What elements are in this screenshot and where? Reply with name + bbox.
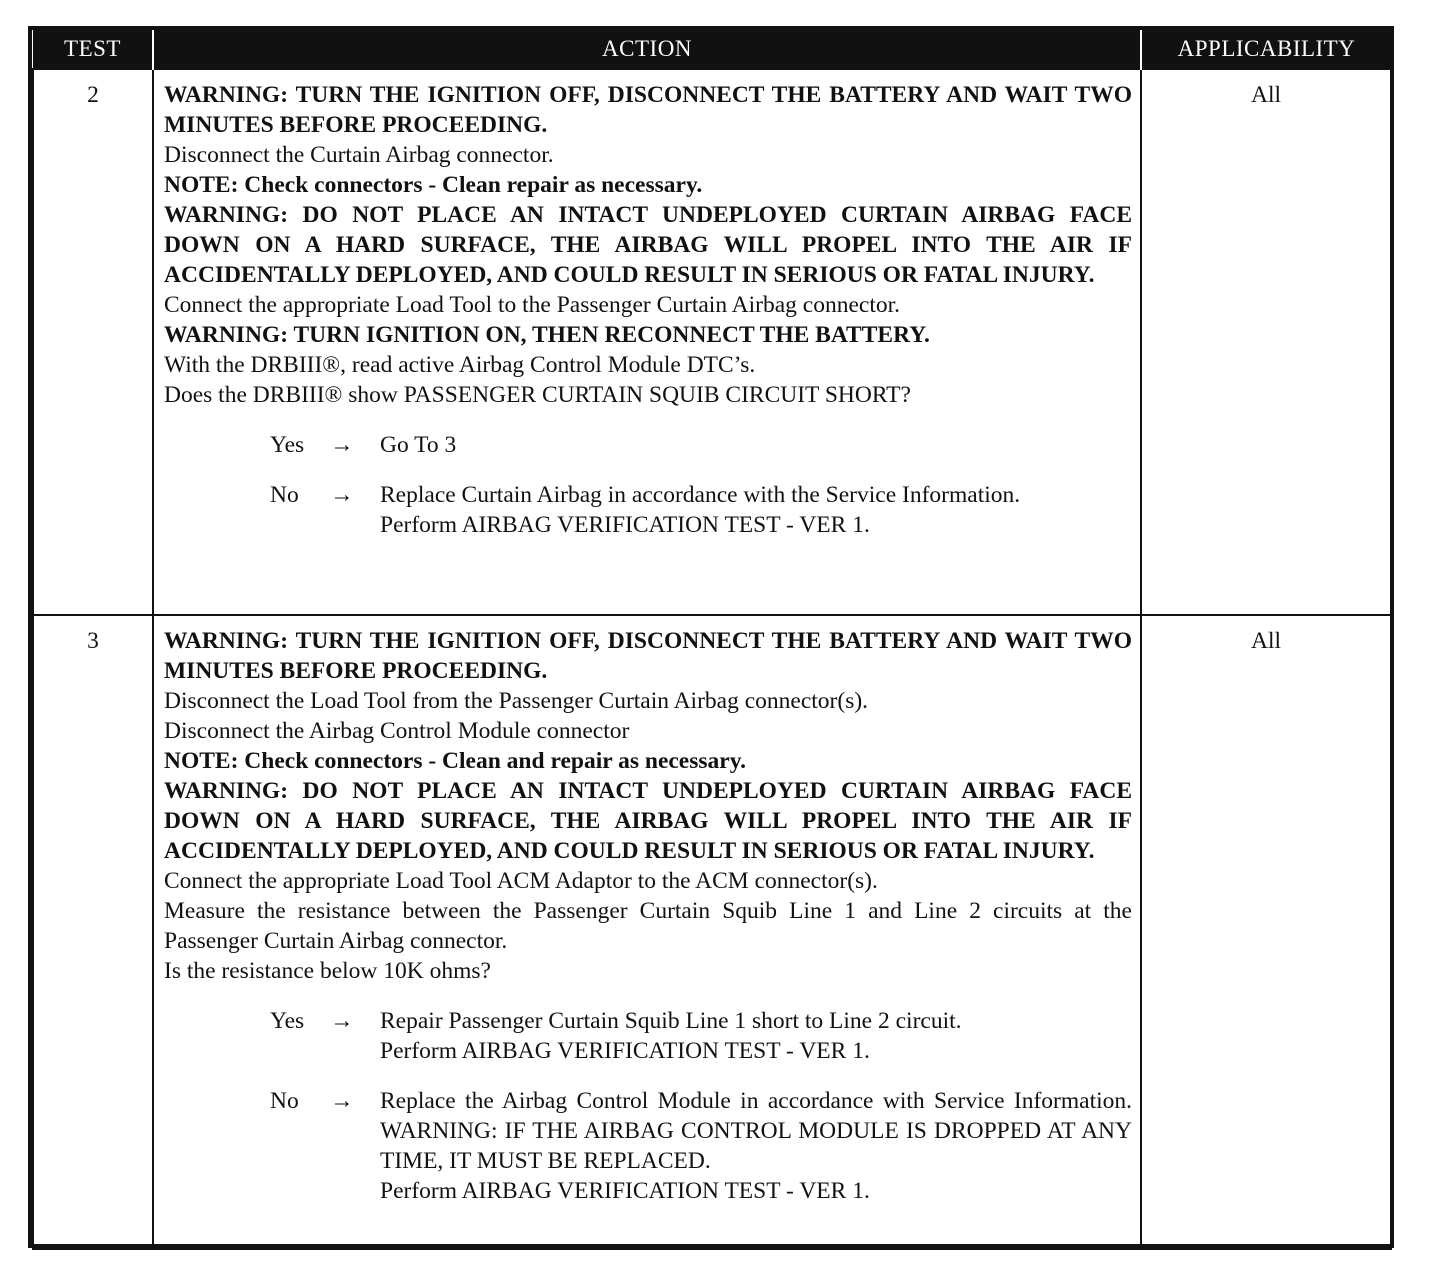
answer-yes xyxy=(164,1006,1132,1066)
action-line: WARNING: TURN IGNITION ON, THEN RECONNECT THE BATTERY. xyxy=(164,322,930,348)
action-line: WARNING: DO NOT PLACE AN INTACT UNDEPLOYED CURTAIN AIRBAG FACE DOWN ON A HARD SURFACE, THE AIRBAG WILL PROPEL INTO THE AIR IF ACCIDENTALLY DEPLOYED, AND COULD RESULT IN SERIOUS OR FATAL INJURY. xyxy=(164,202,1132,288)
test-number: 2 xyxy=(33,69,153,615)
action-cell xyxy=(153,615,1141,1249)
action-line: Disconnect the Curtain Airbag connector. xyxy=(164,142,554,168)
answer-line: Repair Passenger Curtain Squib Line 1 short to Line 2 circuit. xyxy=(380,1008,962,1034)
answer-line: Perform AIRBAG VERIFICATION TEST - VER 1. xyxy=(380,512,870,538)
answer-yes xyxy=(164,430,1132,460)
applicability-value: All xyxy=(1141,615,1391,1249)
action-line: With the DRBIII®, read active Airbag Control Module DTC’s. xyxy=(164,352,756,378)
action-line: NOTE: Check connectors - Clean repair as necessary. xyxy=(164,172,703,198)
applicability-value: All xyxy=(1141,69,1391,615)
test-number: 3 xyxy=(33,615,153,1249)
action-line: Does the DRBIII® show PASSENGER CURTAIN SQUIB CIRCUIT SHORT? xyxy=(164,382,911,408)
answer-line: Go To 3 xyxy=(380,432,457,458)
answer-text xyxy=(380,1006,1132,1066)
diagnostic-table-grid xyxy=(32,30,1392,1250)
diagnostic-table xyxy=(28,26,1394,1248)
action-line: Connect the appropriate Load Tool to the Passenger Curtain Airbag connector. xyxy=(164,292,901,318)
action-line: Disconnect the Airbag Control Module connector xyxy=(164,718,630,744)
action-cell xyxy=(153,69,1141,615)
action-line: Is the resistance below 10K ohms? xyxy=(164,958,491,984)
action-line: WARNING: TURN THE IGNITION OFF, DISCONNECT THE BATTERY AND WAIT TWO MINUTES BEFORE PROCEEDING. xyxy=(164,82,1132,138)
answer-text xyxy=(380,430,1132,460)
answer-label: Yes xyxy=(270,1008,305,1034)
answer-line: Replace the Airbag Control Module in accordance with Service Information. WARNING: IF THE AIRBAG CONTROL MODULE IS DROPPED AT ANY TIME, IT MUST BE REPLACED. xyxy=(380,1088,1132,1174)
answer-label: No xyxy=(270,482,299,508)
answer-text xyxy=(380,480,1132,540)
table-row xyxy=(33,615,1391,1249)
answer-line: Perform AIRBAG VERIFICATION TEST - VER 1. xyxy=(380,1038,870,1064)
answer-label: No xyxy=(270,1088,299,1114)
arrow-right-icon: → xyxy=(330,1008,354,1034)
answer-label: Yes xyxy=(270,432,305,458)
answer-no xyxy=(164,480,1132,540)
table-header xyxy=(33,30,1391,69)
header-action: ACTION xyxy=(153,30,1141,69)
answer-line: Replace Curtain Airbag in accordance with the Service Information. xyxy=(380,482,1021,508)
answer-no xyxy=(164,1086,1132,1206)
arrow-right-icon: → xyxy=(330,1088,354,1114)
answer-text xyxy=(380,1086,1132,1206)
action-line: WARNING: TURN THE IGNITION OFF, DISCONNECT THE BATTERY AND WAIT TWO MINUTES BEFORE PROCEEDING. xyxy=(164,628,1132,684)
answer-list xyxy=(164,430,1132,540)
action-line: Connect the appropriate Load Tool ACM Adaptor to the ACM connector(s). xyxy=(164,868,878,894)
action-line: NOTE: Check connectors - Clean and repair as necessary. xyxy=(164,748,747,774)
arrow-right-icon: → xyxy=(330,482,354,508)
table-row xyxy=(33,69,1391,615)
action-line: Measure the resistance between the Passenger Curtain Squib Line 1 and Line 2 circuits at the Passenger Curtain Airbag connector. xyxy=(164,898,1132,954)
action-line: Disconnect the Load Tool from the Passenger Curtain Airbag connector(s). xyxy=(164,688,869,714)
answer-list xyxy=(164,1006,1132,1206)
answer-line: Perform AIRBAG VERIFICATION TEST - VER 1. xyxy=(380,1178,870,1204)
arrow-right-icon: → xyxy=(330,432,354,458)
header-applicability: APPLICABILITY xyxy=(1141,30,1391,69)
header-test: TEST xyxy=(33,30,153,69)
action-line: WARNING: DO NOT PLACE AN INTACT UNDEPLOYED CURTAIN AIRBAG FACE DOWN ON A HARD SURFACE, THE AIRBAG WILL PROPEL INTO THE AIR IF ACCIDENTALLY DEPLOYED, AND COULD RESULT IN SERIOUS OR FATAL INJURY. xyxy=(164,778,1132,864)
